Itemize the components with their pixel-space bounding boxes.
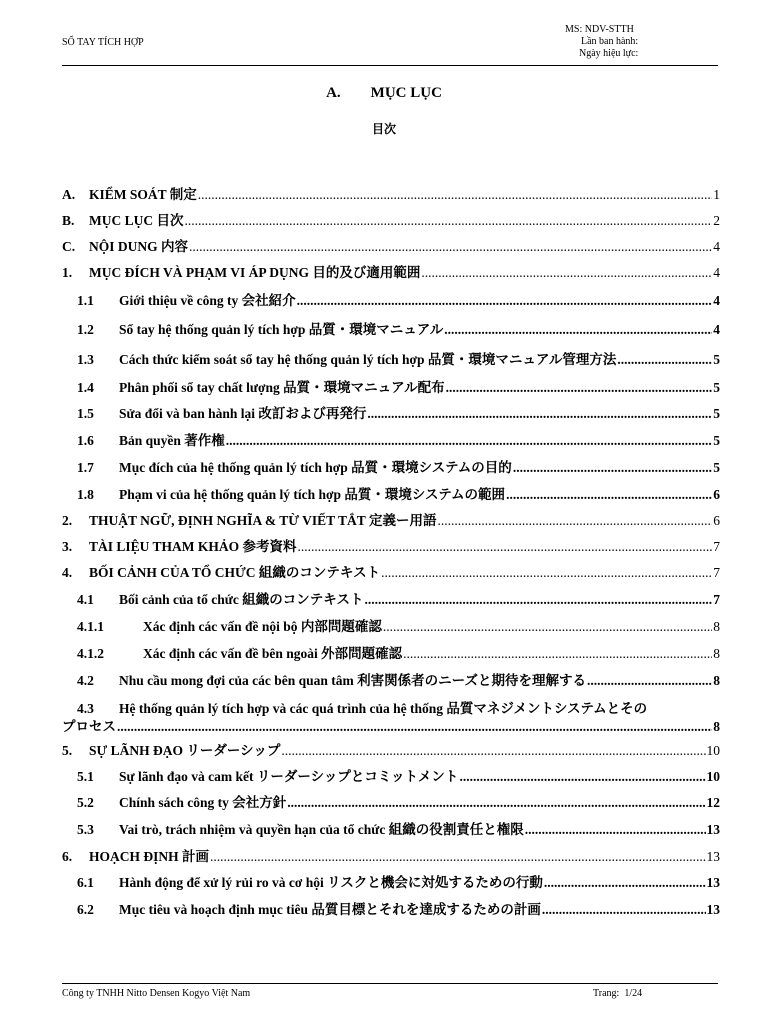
toc-leader [198,186,712,204]
toc-leader [444,321,712,339]
toc-page: 4 [713,265,720,280]
toc-title: Sổ tay hệ thống quản lý tích hợp 品質・環境マニュアル [119,322,444,337]
toc-page: 13 [706,875,720,890]
toc-entry-1-8[interactable] [62,486,720,512]
toc-number: 1.8 [77,487,94,502]
toc-entry-4-2[interactable] [62,672,720,700]
toc-title: Bối cảnh của tổ chức 組織のコンテキスト [119,592,364,607]
toc-leader [587,672,712,690]
toc-entry-1-4[interactable] [62,379,720,405]
toc-page: 13 [706,849,720,864]
toc-page: 6 [713,487,720,502]
toc-leader [525,821,706,839]
toc-title: Giới thiệu về công ty 会社紹介 [119,293,296,308]
toc-entry-6[interactable] [62,848,720,874]
toc-leader [459,768,705,786]
toc-page: 5 [713,352,720,367]
toc-entry-1-6[interactable] [62,432,720,459]
toc-leader [297,292,713,310]
toc-number: 4.1.1 [77,619,104,634]
toc-page: 8 [713,673,720,688]
toc-leader [383,618,712,636]
toc-title-continued: プロセス [62,719,116,734]
toc-entry-6-1[interactable] [62,874,720,901]
title-letter: A. [326,85,341,101]
toc-title: Nhu cầu mong đợi của các bên quan tâm 利害関係者のニーズと期待を理解する [119,673,586,688]
toc-page: 8 [713,719,720,734]
toc-leader [185,212,713,230]
toc-title: BỐI CẢNH CỦA TỔ CHỨC 組織のコンテキスト [89,565,381,580]
toc-entry-5-3[interactable] [62,821,720,848]
toc-entry-1-5[interactable] [62,405,720,432]
toc-entry-4-1-1[interactable] [62,618,720,645]
toc-entry-4-1-2[interactable] [62,645,720,672]
table-of-contents [62,186,720,927]
toc-title: THUẬT NGỮ, ĐỊNH NGHĨA & TỪ VIẾT TẮT 定義ー用語 [89,513,437,528]
toc-number: 5. [62,743,73,758]
toc-number: 1.2 [77,322,94,337]
toc-page: 7 [713,592,720,607]
toc-leader [367,405,712,423]
toc-title: Bản quyền 著作権 [119,433,225,448]
toc-title: Mục tiêu và hoạch định mục tiêu 品質目標とそれを達成するための計画 [119,902,541,917]
toc-title: Sự lãnh đạo và cam kết リーダーシップとコミットメント [119,769,459,784]
toc-number: 6.1 [77,875,94,890]
toc-number: C. [62,239,76,254]
toc-number: 1.3 [77,352,94,367]
toc-leader [287,794,705,812]
toc-title: Chính sách công ty 会社方針 [119,795,287,810]
toc-title: Hành động để xử lý rủi ro và cơ hội リスクと機会に対処するための行動 [119,875,543,890]
toc-number: 1.7 [77,460,94,475]
toc-leader [364,591,712,609]
toc-entry-4-3[interactable] [62,700,720,742]
toc-leader [189,238,712,256]
toc-leader [437,512,712,530]
toc-number: 6.2 [77,902,94,917]
toc-title: Mục đích của hệ thống quản lý tích hợp 品質・環境システムの目的 [119,460,512,475]
toc-page: 4 [713,239,720,254]
title-text: MỤC LỤC [370,85,442,101]
header-divider [62,65,718,66]
footer-company: Công ty TNHH Nitto Densen Kogyo Việt Nam [62,988,251,999]
effective-date-label: Ngày hiệu lực: [579,48,639,59]
toc-entry-c[interactable] [62,238,720,264]
toc-leader [117,718,712,736]
toc-entry-3[interactable] [62,538,720,564]
toc-page: 8 [713,619,720,634]
toc-number: 2. [62,513,73,528]
toc-title: NỘI DUNG 内容 [89,239,189,254]
edition-label: Lần ban hành: [581,36,639,47]
page-value: 1/24 [624,988,643,999]
toc-page: 5 [713,406,720,421]
toc-page: 10 [706,769,720,784]
toc-page: 13 [706,822,720,837]
toc-leader [544,874,706,892]
toc-page: 7 [713,565,720,580]
toc-page: 5 [713,380,720,395]
toc-page: 8 [713,646,720,661]
toc-number: 4.1 [77,592,94,607]
toc-page: 2 [713,213,720,228]
toc-number: 4.3 [77,701,94,716]
toc-title: HOẠCH ĐỊNH 計画 [89,849,210,864]
toc-number: 4. [62,565,73,580]
footer-page-number [593,988,642,999]
toc-number: 1.6 [77,433,94,448]
toc-page: 1 [713,187,720,202]
toc-page: 6 [713,513,720,528]
toc-leader [281,742,705,760]
toc-leader [513,459,712,477]
toc-page: 4 [713,293,720,308]
toc-number: 4.1.2 [77,646,104,661]
toc-leader [506,486,712,504]
toc-page: 4 [713,322,720,337]
toc-leader [298,538,713,556]
toc-title: SỰ LÃNH ĐẠO リーダーシップ [89,743,281,758]
toc-page: 7 [713,539,720,554]
toc-number: 4.2 [77,673,94,688]
toc-number: 5.2 [77,795,94,810]
toc-title: Phân phối sổ tay chất lượng 品質・環境マニュアル配布 [119,380,445,395]
toc-title: Xác định các vấn đề bên ngoài 外部問題確認 [143,646,403,661]
toc-title: Phạm vi của hệ thống quản lý tích hợp 品質・環境システムの範囲 [119,487,506,502]
page-subtitle: 目次 [371,122,396,136]
toc-page: 12 [706,795,720,810]
toc-entry-4-1[interactable] [62,591,720,618]
toc-title: Cách thức kiểm soát sổ tay hệ thống quản lý tích hợp 品質・環境マニュアル管理方法 [119,352,617,367]
toc-number: 6. [62,849,73,864]
toc-entry-2[interactable] [62,512,720,538]
toc-title: MỤC LỤC 目次 [89,213,184,228]
toc-leader [542,901,706,919]
toc-entry-4[interactable] [62,564,720,591]
toc-title: Vai trò, trách nhiệm và quyền hạn của tổ chức 組織の役割責任と権限 [119,822,524,837]
toc-title: TÀI LIỆU THAM KHẢO 参考資料 [89,539,297,554]
toc-title: MỤC ĐÍCH VÀ PHẠM VI ÁP DỤNG 目的及び適用範囲 [89,265,421,280]
page-label: Trang: [593,988,620,999]
toc-leader [403,645,712,663]
page-title [0,85,768,102]
toc-leader [226,432,712,450]
toc-title: Hệ thống quản lý tích hợp và các quá trình của hệ thống 品質マネジメントシステムとその [119,701,648,716]
toc-number: B. [62,213,75,228]
toc-leader [421,264,712,282]
toc-page: 5 [713,460,720,475]
footer-divider [62,983,718,984]
toc-page: 5 [713,433,720,448]
toc-title: KIỂM SOÁT 制定 [89,187,197,202]
toc-page: 10 [706,743,720,758]
toc-entry-1-2[interactable] [62,321,720,351]
toc-entry-b[interactable] [62,212,720,238]
toc-entry-1[interactable] [62,264,720,292]
toc-number: 1.4 [77,380,94,395]
toc-entry-5-1[interactable] [62,768,720,794]
toc-entry-a[interactable] [62,186,720,212]
toc-number: 1. [62,265,73,280]
toc-number: 3. [62,539,73,554]
toc-entry-6-2[interactable] [62,901,720,927]
toc-page: 13 [706,902,720,917]
toc-leader [381,564,712,582]
toc-title: Sửa đổi và ban hành lại 改訂および再発行 [119,406,367,421]
toc-leader [617,351,712,369]
toc-number: 1.5 [77,406,94,421]
toc-entry-5-2[interactable] [62,794,720,821]
toc-entry-1-3[interactable] [62,351,720,379]
toc-leader [210,848,705,866]
toc-title: Xác định các vấn đề nội bộ 内部問題確認 [143,619,382,634]
header-title: SỔ TAY TÍCH HỢP [62,37,144,48]
toc-leader [446,379,713,397]
toc-number: 5.1 [77,769,94,784]
toc-number: 5.3 [77,822,94,837]
toc-entry-5[interactable] [62,742,720,768]
toc-entry-1-7[interactable] [62,459,720,486]
doc-code: MS: NDV-STTH [565,24,634,35]
toc-number: A. [62,187,76,202]
toc-entry-1-1[interactable] [62,292,720,321]
toc-number: 1.1 [77,293,94,308]
header-meta [565,24,638,60]
